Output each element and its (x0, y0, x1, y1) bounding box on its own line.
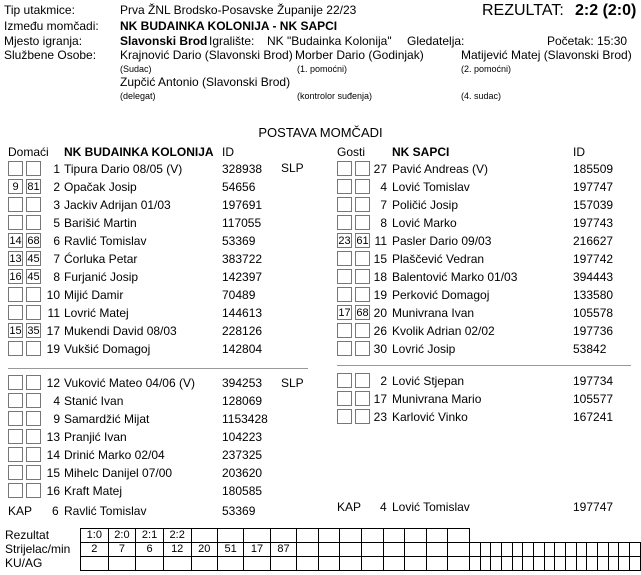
home-slp-label: SLP (281, 161, 304, 175)
card-cell (480, 557, 491, 571)
player-number: 11 (47, 306, 60, 320)
result-cell (244, 529, 270, 543)
player-name: Lović Stjepan (392, 374, 465, 388)
scorer-minute-cell (555, 543, 566, 557)
player-id: 197691 (222, 198, 263, 212)
player-id: 228126 (222, 324, 263, 338)
player-number: 15 (373, 252, 387, 266)
away-side-label: Gosti (337, 145, 366, 159)
score-label-scorer: Strijelac/min (5, 542, 71, 556)
card-cell (598, 557, 609, 571)
player-number: 17 (373, 392, 387, 406)
player-id: 197742 (573, 252, 614, 266)
player-number: 3 (53, 198, 60, 212)
result-cell (217, 529, 243, 543)
result-cell (448, 529, 470, 543)
result-cell (191, 529, 217, 543)
player-row (0, 286, 641, 304)
player-id: 383722 (222, 252, 263, 266)
result-cell: 2:0 (108, 529, 136, 543)
sub-minute-box: 68 (356, 307, 369, 319)
score-progression-table (80, 528, 641, 571)
scorer-minute-cell (361, 543, 383, 557)
player-number: 2 (380, 374, 387, 388)
player-name: Opačak Josip (64, 180, 137, 194)
player-id: 142804 (222, 342, 263, 356)
card-cell (544, 557, 555, 571)
scorer-minute-cell (523, 543, 534, 557)
scorer-minute-cell (318, 543, 340, 557)
player-id: 117055 (222, 216, 262, 230)
player-number: 4 (53, 394, 60, 408)
result-cell: 2:1 (136, 529, 164, 543)
card-cell (81, 557, 109, 571)
sub-minute-box (26, 483, 41, 498)
player-number: 8 (380, 216, 387, 230)
player-number: 15 (46, 466, 60, 480)
player-name: Stanić Ivan (64, 394, 124, 408)
card-cell (340, 557, 362, 571)
result-cell: 2:2 (163, 529, 191, 543)
result-cell (297, 529, 319, 543)
scorer-minute-cell (469, 543, 480, 557)
league-label: Tip utakmice: (4, 3, 75, 17)
player-id: 197734 (573, 374, 614, 388)
sub-box: 17 (338, 307, 351, 319)
role-assistant-2: (2. pomoćni) (461, 64, 512, 74)
player-name: Jackiv Adrijan 01/03 (64, 198, 171, 212)
card-cell (136, 557, 164, 571)
sub-box (337, 197, 352, 212)
player-name: Ćorluka Petar (64, 252, 138, 266)
player-number: 6 (53, 234, 60, 248)
player-name: Lovrić Matej (64, 306, 129, 320)
player-name: Mukendi David 08/03 (64, 324, 177, 338)
scorer-minute-cell (340, 543, 362, 557)
player-number: 1 (53, 162, 60, 176)
player-row (0, 250, 641, 268)
player-name: Lovrić Josip (392, 342, 456, 356)
away-captain-number: 4 (380, 500, 387, 514)
player-name: Mijić Damir (64, 288, 124, 302)
substitute-row (0, 390, 641, 408)
player-id: 53369 (222, 234, 256, 248)
player-name: Pavić Andreas (V) (392, 162, 489, 176)
player-name: Karlović Vinko (392, 410, 468, 424)
scorer-minute-cell (297, 543, 319, 557)
player-row (0, 268, 641, 286)
card-cell (383, 557, 405, 571)
card-cell (491, 557, 502, 571)
scorer-minute-cell (533, 543, 544, 557)
card-cell (469, 557, 480, 571)
card-cell (523, 557, 534, 571)
player-id: 142397 (222, 270, 263, 284)
player-name: Poličić Josip (392, 198, 459, 212)
card-cell (191, 557, 217, 571)
card-cell (108, 557, 136, 571)
result-cell (383, 529, 405, 543)
home-captain-id: 53369 (222, 504, 256, 518)
player-number: 16 (46, 484, 60, 498)
player-name: Pasler Dario 09/03 (392, 234, 492, 248)
sub-box: 23 (338, 235, 351, 247)
scorer-minute-cell (544, 543, 555, 557)
player-number: 19 (46, 342, 60, 356)
sub-box (337, 287, 352, 302)
scorer-minute-cell: 17 (244, 543, 270, 557)
card-cell (361, 557, 383, 571)
result-cell (361, 529, 383, 543)
player-id: 328938 (222, 162, 263, 176)
player-name: Drinić Marko 02/04 (64, 448, 165, 462)
player-number: 9 (53, 412, 60, 426)
teams-label: Između momčadi: (4, 19, 99, 33)
score-label-cards: KU/AG (5, 556, 43, 570)
substitute-row (0, 408, 641, 426)
home-id-header: ID (222, 145, 234, 159)
card-cell (318, 557, 340, 571)
player-name: Vukšić Domagoj (64, 342, 151, 356)
sub-box (337, 251, 352, 266)
home-subs-slp-label: SLP (281, 376, 304, 390)
sub-minute-box: 68 (27, 235, 40, 247)
lineup-title: POSTAVA MOMČADI (258, 125, 383, 140)
ground: NK "Budainka Kolonija" (267, 34, 392, 48)
player-id: 133580 (573, 288, 614, 302)
player-id: 144613 (222, 306, 263, 320)
official-assistant-2: Matijević Matej (Slavonski Brod) (461, 48, 632, 62)
player-number: 27 (373, 162, 387, 176)
player-name: Kraft Matej (64, 484, 123, 498)
sub-box (8, 447, 23, 462)
player-number: 14 (46, 448, 60, 462)
sub-box: 14 (9, 235, 22, 247)
card-cell (630, 557, 641, 571)
player-id: 394253 (222, 376, 263, 390)
sub-minute-box: 35 (27, 325, 40, 337)
player-number: 8 (53, 270, 60, 284)
result-cell: 1:0 (81, 529, 109, 543)
home-side-label: Domaći (8, 145, 49, 159)
scorer-minute-cell (426, 543, 448, 557)
card-cell (448, 557, 470, 571)
card-cell (587, 557, 598, 571)
sub-box (8, 429, 23, 444)
scorer-minute-cell (587, 543, 598, 557)
sub-minute-box: 81 (27, 181, 40, 193)
card-cell (501, 557, 512, 571)
player-id: 1153428 (222, 412, 268, 426)
sub-box (337, 409, 352, 424)
player-number: 11 (374, 234, 387, 248)
player-number: 4 (380, 180, 387, 194)
player-id: 104223 (222, 430, 263, 444)
sub-box (337, 323, 352, 338)
role-referee-assessor: (kontrolor suđenja) (297, 91, 373, 101)
player-id: 167241 (573, 410, 614, 424)
card-cell (512, 557, 523, 571)
sub-box: 13 (9, 253, 22, 265)
player-number: 12 (46, 376, 60, 390)
teams: NK BUDAINKA KOLONIJA - NK SAPCI (120, 19, 338, 33)
home-subs-divider (8, 368, 308, 369)
away-captain-id: 197747 (573, 500, 614, 514)
player-id: 197743 (573, 216, 614, 230)
scorer-minute-cell (512, 543, 523, 557)
score-label-result: Rezultat (5, 528, 50, 542)
sub-box (8, 465, 23, 480)
sub-minute-box (26, 465, 41, 480)
player-id: 54656 (222, 180, 256, 194)
away-subs-divider (337, 365, 631, 366)
player-number: 5 (53, 216, 60, 230)
player-number: 10 (46, 288, 60, 302)
sub-box (337, 391, 352, 406)
home-captain-number: 6 (52, 504, 59, 518)
player-name: Lović Marko (392, 216, 457, 230)
player-id: 185509 (573, 162, 614, 176)
card-cell (217, 557, 243, 571)
scorer-minute-cell: 12 (163, 543, 191, 557)
scorer-minute-cell (598, 543, 609, 557)
player-name: Barišić Martin (64, 216, 137, 230)
sub-box: 15 (9, 325, 22, 337)
sub-minute-box: 61 (356, 235, 369, 247)
player-name: Mihelc Danijel 07/00 (64, 466, 173, 480)
player-name: Furjanić Josip (64, 270, 139, 284)
card-cell (244, 557, 270, 571)
away-captain-label: KAP (337, 500, 362, 514)
result-cell (270, 529, 296, 543)
league-name: Prva ŽNL Brodsko-Posavske Županije 22/23 (120, 3, 357, 17)
card-cell (405, 557, 427, 571)
player-number: 17 (46, 324, 60, 338)
player-id: 203620 (222, 466, 263, 480)
player-number: 26 (373, 324, 387, 338)
scorer-minute-cell (383, 543, 405, 557)
result-label: REZULTAT: (482, 2, 564, 19)
final-result: 2:2 (2:0) (575, 2, 637, 19)
card-cell (163, 557, 191, 571)
role-fourth-official: (4. sudac) (461, 91, 502, 101)
scorer-minute-cell (405, 543, 427, 557)
player-id: 53842 (573, 342, 607, 356)
ground-label: Igralište: (209, 34, 255, 48)
officials-label: Službene Osobe: (4, 48, 97, 62)
sub-box (337, 341, 352, 356)
card-cell (533, 557, 544, 571)
player-id: 216627 (573, 234, 614, 248)
sub-box (8, 483, 23, 498)
home-captain-label: KAP (8, 504, 33, 518)
scorer-minute-cell: 20 (191, 543, 217, 557)
sub-box: 9 (8, 179, 23, 194)
player-number: 2 (53, 180, 60, 194)
player-name: Kvolik Adrian 02/02 (392, 324, 495, 338)
official-delegate: Zupčić Antonio (Slavonski Brod) (120, 75, 291, 89)
home-captain-name: Ravlić Tomislav (64, 504, 147, 518)
player-id: 70489 (222, 288, 256, 302)
player-name: Lović Tomislav (392, 180, 470, 194)
player-name: Plaščević Vedran (392, 252, 485, 266)
player-name: Samardžić Mijat (64, 412, 150, 426)
player-id: 197736 (573, 324, 614, 338)
official-referee: Krajnović Dario (Slavonski Brod) (120, 48, 293, 62)
player-row (0, 340, 641, 358)
away-captain-name: Lović Tomislav (392, 500, 470, 514)
role-referee: (Sudac) (120, 64, 152, 74)
sub-box (337, 373, 352, 388)
player-name: Pranjić Ivan (64, 430, 127, 444)
sub-minute-box: 45 (27, 271, 40, 283)
player-number: 7 (53, 252, 60, 266)
card-cell (576, 557, 587, 571)
player-number: 18 (373, 270, 387, 284)
player-id: 237325 (222, 448, 263, 462)
result-cell (405, 529, 427, 543)
substitute-row (0, 428, 641, 446)
card-cell (297, 557, 319, 571)
player-id: 180585 (222, 484, 263, 498)
scorer-minute-cell (576, 543, 587, 557)
player-id: 394443 (573, 270, 614, 284)
player-row (0, 304, 641, 322)
player-name: Tipura Dario 08/05 (V) (64, 162, 183, 176)
player-id: 105577 (573, 392, 614, 406)
player-row (0, 214, 641, 232)
sub-box: 16 (9, 271, 22, 283)
player-number: 7 (380, 198, 387, 212)
sub-box (337, 179, 352, 194)
player-row (0, 196, 641, 214)
player-id: 197747 (573, 180, 614, 194)
scorer-minute-cell (608, 543, 619, 557)
card-cell (566, 557, 577, 571)
substitute-row (0, 372, 641, 390)
card-cell (555, 557, 566, 571)
away-team-name: NK SAPCI (392, 145, 450, 159)
role-delegate: (delegat) (120, 91, 156, 101)
card-cell (270, 557, 296, 571)
card-cell (426, 557, 448, 571)
player-name: Vuković Mateo 04/06 (V) (64, 376, 195, 390)
player-name: Munivrana Mario (392, 392, 482, 406)
scorer-minute-cell (448, 543, 470, 557)
sub-box (337, 269, 352, 284)
player-name: Balentović Marko 01/03 (392, 270, 518, 284)
player-number: 20 (373, 306, 387, 320)
kickoff-time: Početak: 15:30 (547, 34, 628, 48)
card-cell (608, 557, 619, 571)
spectators-label: Gledatelja: (407, 34, 465, 48)
substitute-row (0, 446, 641, 464)
scorer-minute-cell (491, 543, 502, 557)
substitute-row (0, 482, 641, 500)
player-id: 157039 (573, 198, 614, 212)
scorer-minute-cell: 6 (136, 543, 164, 557)
substitute-row (0, 464, 641, 482)
venue-label: Mjesto igranja: (4, 34, 83, 48)
card-cell (619, 557, 630, 571)
player-id: 105578 (573, 306, 614, 320)
player-number: 19 (373, 288, 387, 302)
player-name: Perković Domagoj (392, 288, 490, 302)
player-name: Munivrana Ivan (392, 306, 475, 320)
scorer-minute-cell (619, 543, 630, 557)
player-name: Ravlić Tomislav (64, 234, 147, 248)
result-cell (318, 529, 340, 543)
sub-minute-box: 45 (27, 253, 40, 265)
scorer-minute-cell: 7 (108, 543, 136, 557)
sub-minute-box (26, 447, 41, 462)
scorer-minute-cell (566, 543, 577, 557)
sub-minute-box (26, 429, 41, 444)
player-id: 128069 (222, 394, 263, 408)
sub-box (337, 215, 352, 230)
scorer-minute-cell (501, 543, 512, 557)
sub-box (337, 161, 352, 176)
player-number: 30 (373, 342, 387, 356)
scorer-minute-cell (480, 543, 491, 557)
role-assistant-1: (1. pomoćni) (297, 64, 348, 74)
player-row (0, 160, 641, 178)
scorer-minute-cell: 51 (217, 543, 243, 557)
venue: Slavonski Brod (120, 34, 208, 48)
player-row (0, 322, 641, 340)
player-number: 13 (46, 430, 60, 444)
scorer-minute-cell (630, 543, 641, 557)
player-number: 23 (373, 410, 387, 424)
scorer-minute-cell: 87 (270, 543, 296, 557)
result-cell (426, 529, 448, 543)
result-cell (340, 529, 362, 543)
player-row (0, 178, 641, 196)
official-assistant-1: Morber Dario (Godinjak) (295, 48, 424, 62)
player-row (0, 232, 641, 250)
scorer-minute-cell: 2 (81, 543, 109, 557)
away-id-header: ID (573, 145, 585, 159)
home-team-name: NK BUDAINKA KOLONIJA (64, 145, 214, 159)
